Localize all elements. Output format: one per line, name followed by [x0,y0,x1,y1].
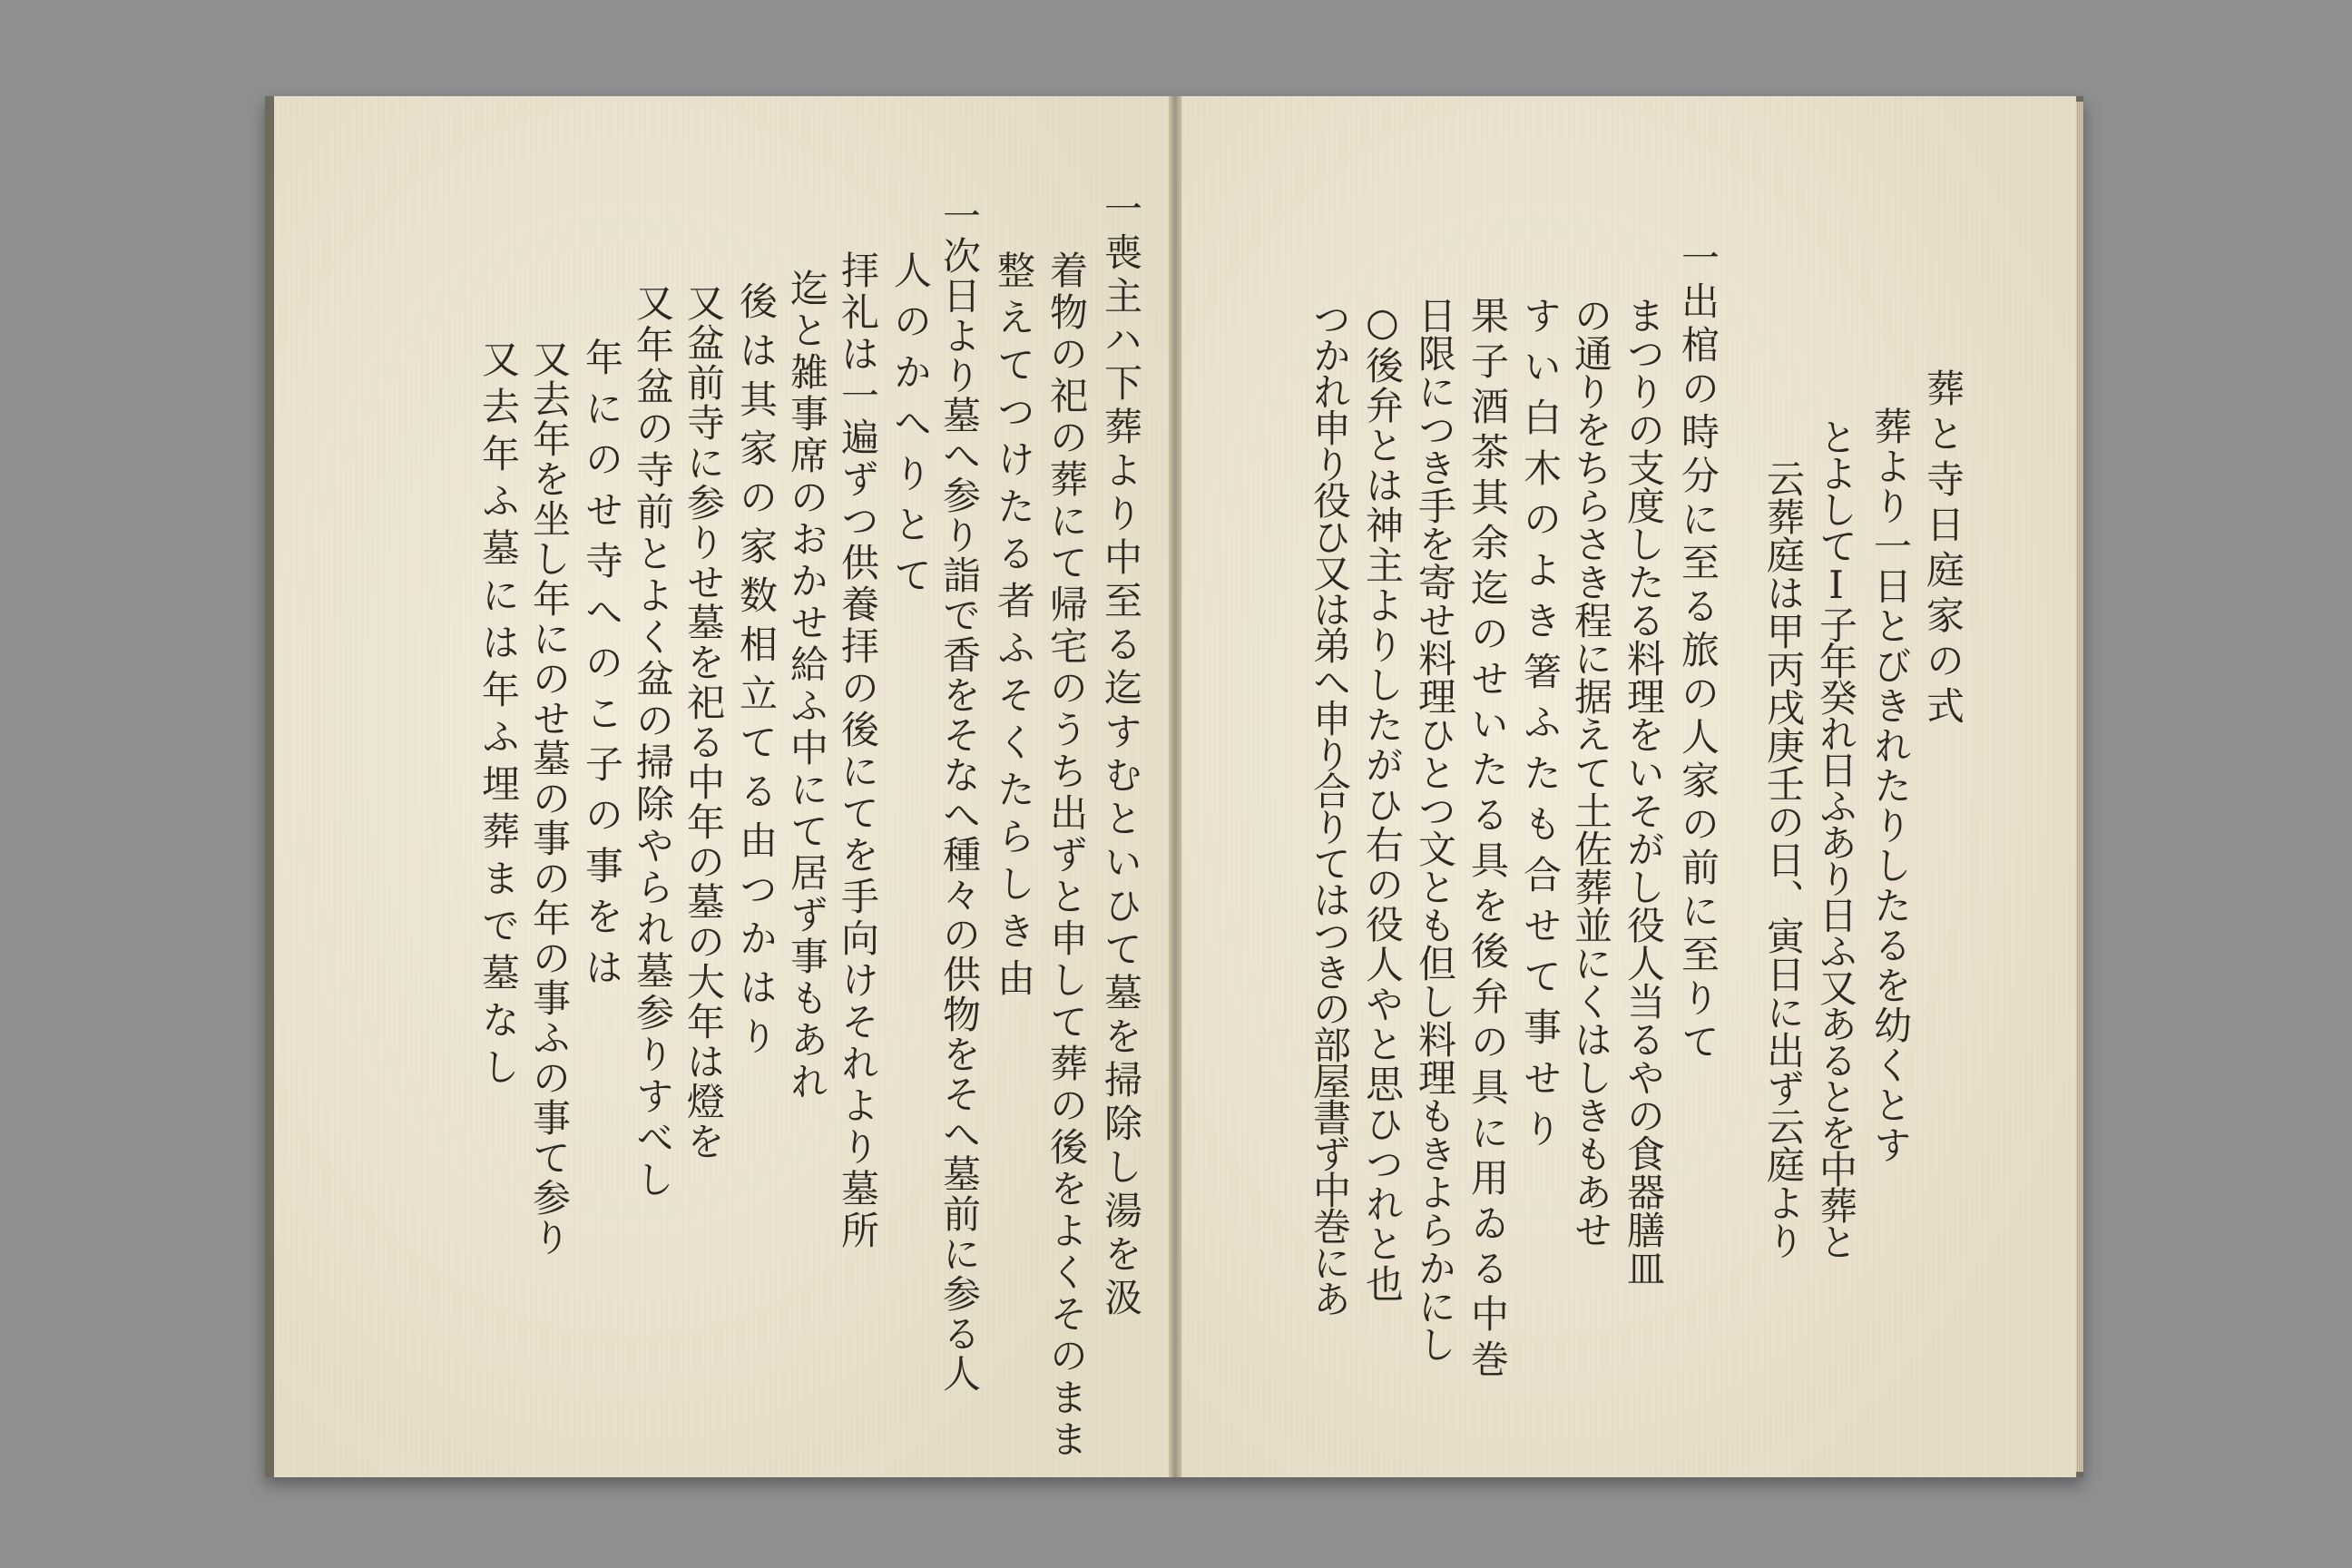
page-edge [2076,102,2083,1472]
text-column: 迄と雑事席のおかせ給ふ中にて居ず事もあれ [785,269,829,1103]
text-column: 果子酒茶其余迄のせいたる具を後弁の具に用ゐる中巻 [1465,296,1510,1385]
text-column: 年にのせ寺へのこ子の事をは [580,338,624,998]
text-column: 後は其家の家数相立てる由つかはり [734,281,779,1065]
bleed-through-text [401,278,453,321]
text-column: 一次日より墓へ参り詣で香をそなへ種々の供物をそへ墓前に参る人 [937,196,982,1394]
text-column: 拝礼は一遍ずつ供養拝の後にてを手向けそれより墓所 [836,250,880,1252]
right-page [1180,96,2076,1477]
text-column: 人のかへりとて [888,250,933,606]
left-page [274,96,1172,1477]
text-column: 葬より一日とびきれたりしたるを幼くとす [1868,407,1913,1165]
text-column: すい白木のよき箸ふたも合せて事せり [1518,296,1563,1160]
text-column: 又年盆の寺前とよく盆の掃除やられ墓参りすべし [631,283,675,1201]
text-column: 又盆前寺に参りせ墓を祀る中年の墓の大年は燈を [681,283,726,1161]
left-page-text-block [274,96,1171,1477]
text-column: とよしてⅠ子年癸れ日ふあり日ふ又あるとを中葬と [1814,417,1858,1259]
text-column: まつりの支度したる料理をいそがし役人当るやの食器膳皿 [1622,296,1666,1287]
open-book [265,96,2083,1477]
text-column: 一出棺の時分に至る旅の人家の前に至りて [1676,238,1720,1065]
text-column-heading: 葬と寺日庭家の式 [1921,368,1965,731]
text-column: 又去年ふ墓には年ふ埋葬まで墓なし [476,339,521,1094]
text-column: 一喪主ハ下葬より中至る迄すむといひて墓を掃除し湯を汲 [1099,189,1143,1321]
text-column: つかれ申り役ひ又は弟へ申り合りてはつきの部屋書ず中巻にあ [1308,299,1352,1316]
right-page-text-block [1181,96,2076,1477]
text-column: ○後弁とは神主よりしたがひ右の役人やと思ひつれと也 [1360,299,1405,1304]
text-column: 云葬庭は甲丙戌庚壬の日、寅日に出ず云庭より [1761,459,1806,1259]
text-column: 整えてつけたる者ふそくたらしき由 [992,250,1036,1005]
text-column: 着物の祀の葬にて帰宅のうち出ずと申して葬の後をよくそのまま [1044,250,1089,1461]
text-column: 又去年を坐し年にのせ墓の事の年の事ふの事て参り [527,339,572,1258]
text-column: の通りをちらさき程に据えて土佐葬並にくはしきもあせ [1569,296,1613,1249]
text-column: 日限につき手を寄せ料理ひとつ文とも但し料理もきよらかにし [1413,296,1457,1363]
